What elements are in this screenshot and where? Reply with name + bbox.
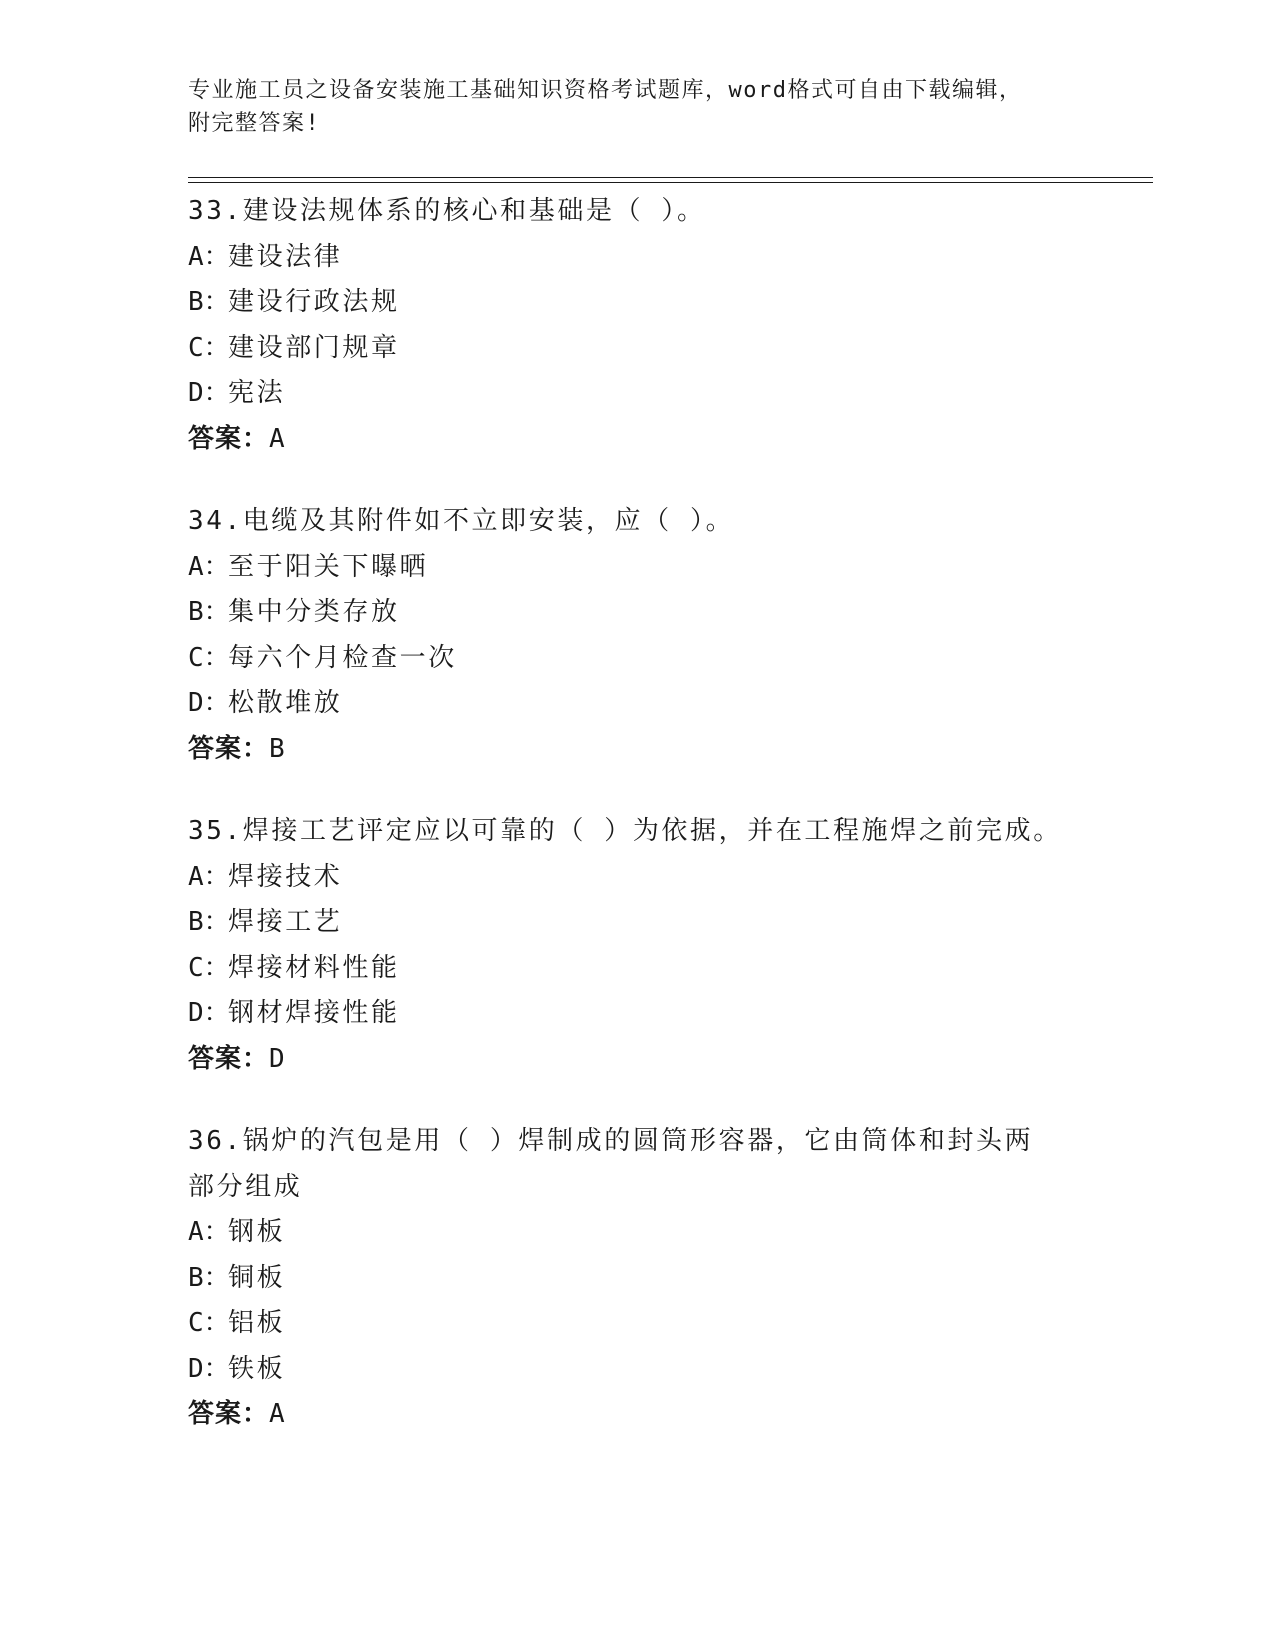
option-text: 铝板 [228,1308,286,1338]
question-list [188,189,1088,1475]
option-a [188,235,1088,281]
option-c [188,326,1088,372]
header-divider-bottom [188,182,1153,183]
answer-label: 答案： [188,1399,270,1429]
answer-value: B [269,733,285,764]
answer-label: 答案： [188,423,270,454]
question-stem: 33.建设法规体系的核心和基础是（ ）。 [188,196,706,226]
option-c [188,946,1088,992]
option-text: 建设部门规章 [228,332,400,363]
option-c [188,636,1088,682]
option-text: 建设行政法规 [228,287,400,317]
option-d [188,991,1088,1037]
option-letter: C： [188,1308,230,1338]
option-text: 集中分类存放 [228,597,400,627]
option-b [188,900,1088,946]
option-letter: B： [188,287,230,317]
question-stem: 34.电缆及其附件如不立即安装，应（ ）。 [188,506,735,536]
option-letter: B： [188,597,230,627]
option-text: 松散堆放 [228,688,343,718]
option-letter: A： [188,861,230,892]
question-stem: 36.锅炉的汽包是用（ ）焊制成的圆筒形容器，它由筒体和封头两部分组成 [188,1126,1034,1202]
option-letter: C： [188,332,230,363]
answer-line [188,417,1088,463]
answer-value: D [269,1043,285,1074]
option-letter: A： [188,551,230,582]
question-33 [188,189,1088,462]
option-d [188,681,1088,727]
option-a [188,1210,1088,1256]
answer-label: 答案： [188,733,270,764]
option-a [188,545,1088,591]
option-text: 至于阳关下曝晒 [228,551,429,582]
option-c [188,1301,1088,1347]
answer-line [188,1037,1088,1083]
option-letter: D： [188,1353,230,1384]
option-d [188,371,1088,417]
option-b [188,590,1088,636]
option-text: 建设法律 [228,241,343,272]
option-letter: D： [188,998,230,1028]
option-text: 焊接工艺 [228,907,343,937]
answer-line [188,727,1088,773]
header-line-2: 附完整答案! [188,111,321,136]
option-text: 钢材焊接性能 [228,998,400,1028]
question-stem: 35.焊接工艺评定应以可靠的（ ）为依据，并在工程施焊之前完成。 [188,816,1062,846]
answer-value: A [269,1399,285,1429]
option-text: 焊接技术 [228,861,343,892]
option-letter: C： [188,642,230,673]
option-letter: D： [188,688,230,718]
option-letter: A： [188,241,230,272]
option-text: 铁板 [228,1353,286,1384]
answer-value: A [269,423,285,454]
option-b [188,280,1088,326]
answer-line [188,1392,1088,1438]
option-text: 每六个月检查一次 [228,642,457,673]
answer-label: 答案： [188,1043,270,1074]
option-letter: C： [188,952,230,983]
option-text: 宪法 [228,378,286,408]
header-line-1: 专业施工员之设备安装施工基础知识资格考试题库，word格式可自由下载编辑， [188,78,1023,103]
question-35 [188,809,1088,1082]
option-d [188,1347,1088,1393]
option-a [188,855,1088,901]
option-letter: B： [188,907,230,937]
option-text: 铜板 [228,1262,286,1293]
option-text: 钢板 [228,1217,286,1247]
option-b [188,1256,1088,1302]
option-letter: A： [188,1217,230,1247]
header-divider-top [188,177,1153,178]
question-34 [188,499,1088,772]
document-header [188,74,1068,140]
option-text: 焊接材料性能 [228,952,400,983]
question-36 [188,1119,1088,1438]
option-letter: D： [188,378,230,408]
option-letter: B： [188,1262,230,1293]
